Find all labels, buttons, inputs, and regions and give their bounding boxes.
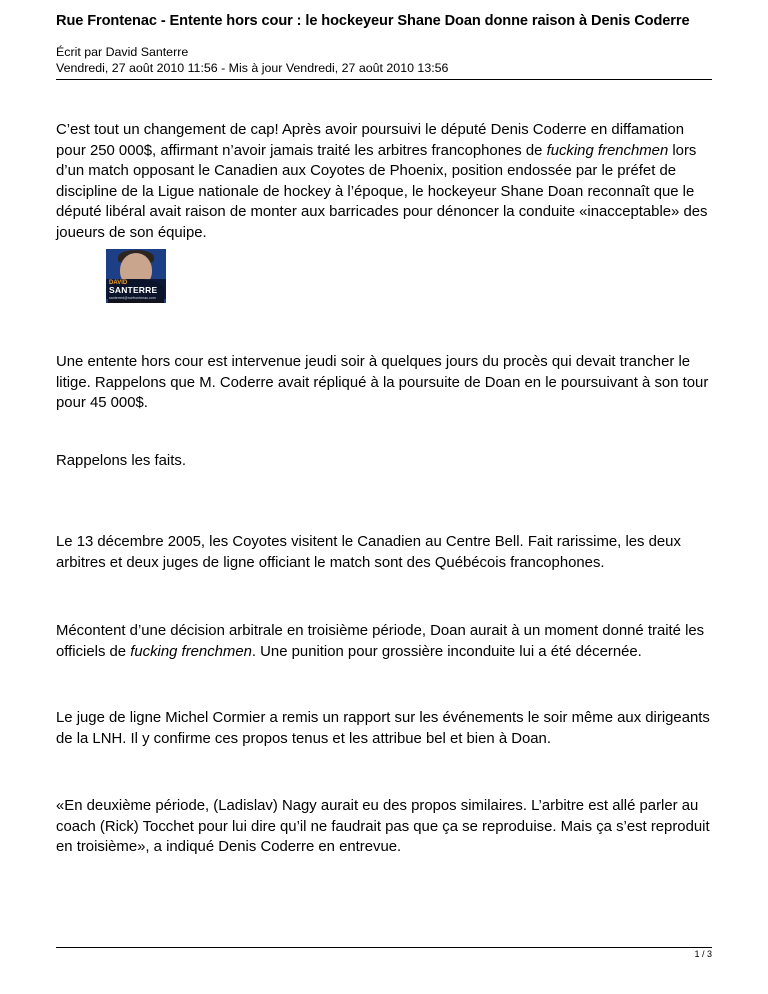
date-line: Vendredi, 27 août 2010 11:56 - Mis à jour Vendredi, 27 août 2010 13:56 [56,61,449,75]
paragraph-5-text-b: . Une punition pour grossière inconduite lui a été décernée. [251,643,642,660]
paragraph-1 [56,120,712,243]
paragraph-1-text-a: C’est tout un changement de cap! Après avoir poursuivi le député Denis Coderre en diffamation pour 250 000$, affirmant n’avoir jamais traité les arbitres francophones de [56,122,684,159]
paragraph-1-emphasis: fucking frenchmen [546,142,669,159]
paragraph-2: Une entente hors cour est intervenue jeudi soir à quelques jours du procès qui devait trancher le litige. Rappelons que M. Coderre avait répliqué à la poursuite de Doan en le poursuivant à son tour pour 45 000$. [56,354,709,411]
paragraph-5-text-a: Mécontent d’une décision arbitrale en troisième période, Doan aurait à un moment donné traité les officiels de [56,623,705,660]
paragraph-3: Rappelons les faits. [56,453,186,469]
article-meta [56,44,448,76]
author-line: Écrit par David Santerre [56,45,189,59]
paragraph-4: Le 13 décembre 2005, les Coyotes visitent le Canadien au Centre Bell. Fait rarissime, les deux arbitres et deux juges de ligne officiant le match sont des Québécois francophones. [56,534,681,571]
paragraph-5 [56,621,712,662]
photo-label-first: DAVID [109,280,128,286]
author-photo [106,249,166,303]
paragraph-6: Le juge de ligne Michel Cormier a remis un rapport sur les événements le soir même aux dirigeants de la LNH. Il y confirme ces propos tenus et les attribue bel et bien à Doan. [56,710,710,747]
article-title: Rue Frontenac - Entente hors cour : le hockeyeur Shane Doan donne raison à Denis Coderre [56,13,690,29]
page-number: 1 / 3 [694,949,712,959]
paragraph-5-emphasis: fucking frenchmen [130,643,252,660]
photo-label-last: SANTERRE [109,285,158,295]
paragraph-1-text-b: lors d’un match opposant le Canadien aux Coyotes de Phoenix, position endossée par le préfet de discipline de la Ligue nationale de hockey à l’époque, le hockeyeur Shane Doan reconnaît que le député libéral avait raison de monter aux barricades pour dénoncer la conduite «inacceptable» des joueurs de son équipe. [56,142,708,241]
photo-label-email: santerred@ruefrontenac.com [109,296,156,300]
document-page [56,0,712,994]
paragraph-7: «En deuxième période, (Ladislav) Nagy aurait eu des propos similaires. L’arbitre est allé parler au coach (Rick) Tocchet pour lui dire qu’il ne faudrait pas que ça se reproduise. Mais ça s’est reproduit en troisième», a indiqué Denis Coderre en entrevue. [56,798,710,855]
footer-divider [56,947,712,948]
header-divider [56,79,712,80]
